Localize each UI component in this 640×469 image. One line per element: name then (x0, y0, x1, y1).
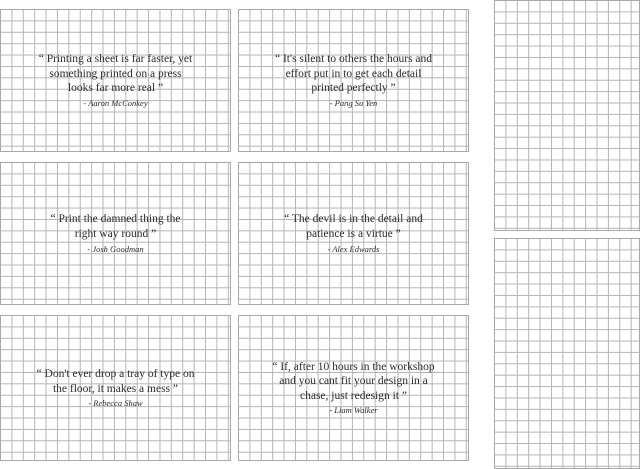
quote-author: - Alex Edwards (327, 243, 380, 254)
quote-content (239, 316, 468, 460)
quote-card-1 (0, 9, 231, 152)
quote-card-3 (0, 162, 231, 305)
quote-content (1, 163, 230, 304)
quote-author: - Liam Walker (329, 405, 378, 416)
quote-text: “ Print the damned thing the right way round ” (50, 213, 181, 240)
quote-author: - Pang Su Yen (329, 97, 378, 108)
blank-grid-panel-bottom (494, 238, 640, 469)
quote-content (1, 316, 230, 460)
quote-content (239, 163, 468, 304)
quote-text: “ If, after 10 hours in the workshop and you cant fit your design in a chase, just redesign it ” (272, 360, 435, 402)
quote-author: - Aaron McConkey (83, 97, 148, 108)
quote-author: - Josh Goodman (87, 243, 144, 254)
quote-text: “ The devil is in the detail and patience is a virtue ” (284, 213, 423, 240)
quote-card-4 (238, 162, 469, 305)
quote-content (239, 10, 468, 151)
quote-card-5 (0, 315, 231, 461)
quote-card-6 (238, 315, 469, 461)
quote-text: “ It's silent to others the hours and effort put in to get each detail printed perfectly ” (275, 53, 432, 95)
blank-grid-panel-top (494, 0, 640, 231)
quote-text: “ Don't ever drop a tray of type on the floor, it makes a mess ” (36, 367, 195, 395)
quote-author: - Rebecca Shaw (88, 398, 143, 409)
quote-card-2 (238, 9, 469, 152)
quote-text: “ Printing a sheet is far faster, yet something printed on a press looks far more real ” (38, 53, 193, 95)
quote-content (1, 10, 230, 151)
